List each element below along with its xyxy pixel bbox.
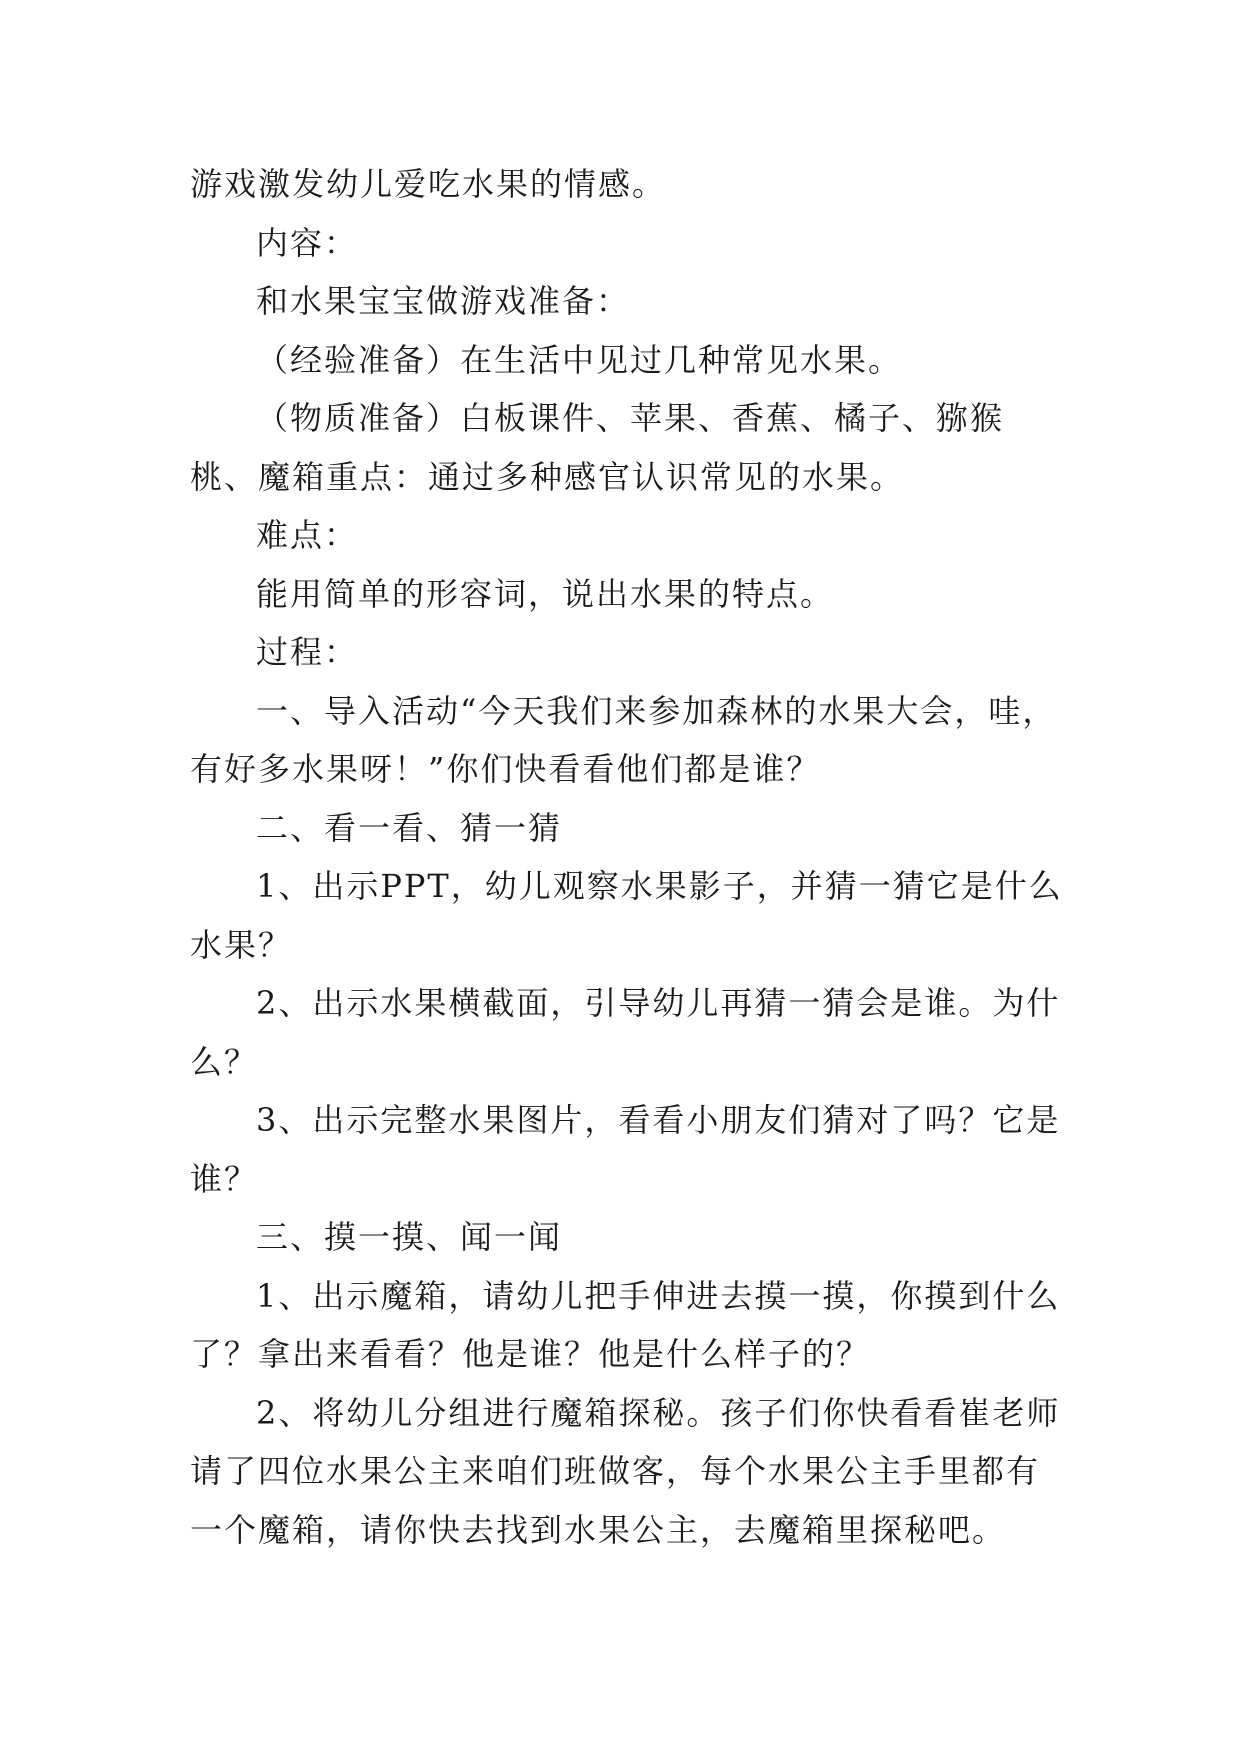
paragraph-step-2-heading: 二、看一看、猜一猜: [256, 808, 563, 847]
paragraph-experience-prep: （经验准备）在生活中见过几种常见水果。: [256, 340, 903, 379]
paragraph-step-2-1: 1、出示PPT，幼儿观察水果影子，并猜一猜它是什么水果？: [190, 867, 1063, 964]
document-body: [190, 155, 1066, 1559]
paragraph-step-3-1: 1、出示魔箱，请幼儿把手伸进去摸一摸，你摸到什么了？拿出来看看？他是谁？他是什么样子的？: [190, 1276, 1061, 1373]
paragraph-difficulty: 能用简单的形容词，说出水果的特点。: [256, 574, 835, 613]
paragraph-heading-content: 内容：: [256, 223, 359, 262]
paragraph-step-3-2: 2、将幼儿分组进行魔箱探秘。孩子们你快看看崔老师请了四位水果公主来咱们班做客，每个水果公主手里都有一个魔箱，请你快去找到水果公主，去魔箱里探秘吧。: [190, 1393, 1061, 1549]
paragraph-step-2-3: 3、出示完整水果图片，看看小朋友们猜对了吗？它是谁？: [190, 1101, 1061, 1198]
paragraph-material-prep: （物质准备）白板课件、苹果、香蕉、橘子、猕猴桃、魔箱重点：通过多种感官认识常见的水果。: [190, 399, 1005, 496]
paragraph-step-2-2: 2、出示水果横截面，引导幼儿再猜一猜会是谁。为什么？: [190, 984, 1061, 1081]
paragraph-step-3-heading: 三、摸一摸、闻一闻: [256, 1218, 563, 1256]
paragraph: 游戏激发幼儿爱吃水果的情感。: [190, 165, 667, 203]
paragraph-step-1: 一、导入活动“今天我们来参加森林的水果大会，哇，有好多水果呀！”你们快看看他们都是谁？: [190, 691, 1057, 788]
paragraph-heading-process: 过程：: [256, 633, 359, 671]
paragraph-activity-title: 和水果宝宝做游戏准备：: [256, 282, 631, 320]
paragraph-heading-difficulty: 难点：: [256, 516, 359, 554]
